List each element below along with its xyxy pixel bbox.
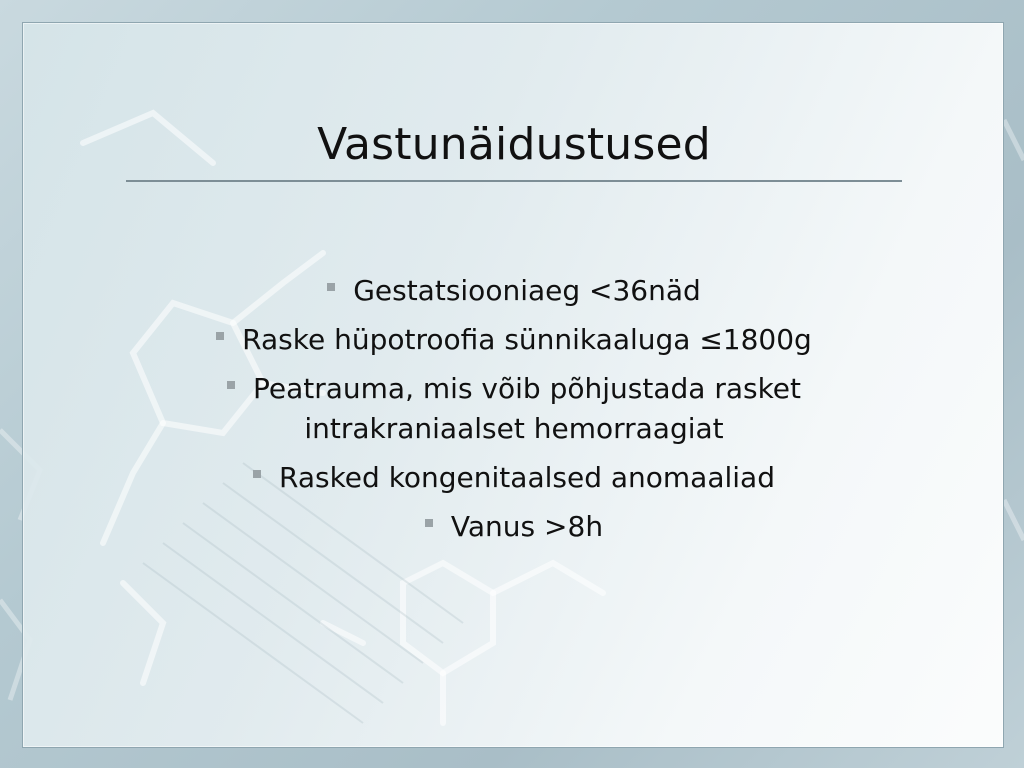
bullet-text: Gestatsiooniaeg <36näd xyxy=(353,274,701,307)
bullet-text: Rasked kongenitaalsed anomaaliad xyxy=(278,461,775,494)
bullet-text: Peatrauma, mis võib põhjustada rasket intrakraniaalset hemorraagiat xyxy=(252,372,801,445)
slide-title: Vastunäidustused xyxy=(317,119,711,170)
title-divider xyxy=(126,180,902,182)
bullet-item xyxy=(125,458,903,498)
square-bullet-icon xyxy=(227,381,235,389)
square-bullet-icon xyxy=(216,332,224,340)
bullet-list xyxy=(125,271,903,556)
bullet-item xyxy=(125,320,903,360)
square-bullet-icon xyxy=(327,283,335,291)
square-bullet-icon xyxy=(253,470,261,478)
square-bullet-icon xyxy=(425,519,433,527)
slide-panel xyxy=(22,22,1004,748)
bullet-text: Raske hüpotroofia sünnikaaluga ≤1800g xyxy=(242,323,812,356)
bullet-item xyxy=(125,507,903,547)
bullet-item xyxy=(125,271,903,311)
bullet-item xyxy=(125,369,903,449)
bullet-text: Vanus >8h xyxy=(450,510,604,543)
